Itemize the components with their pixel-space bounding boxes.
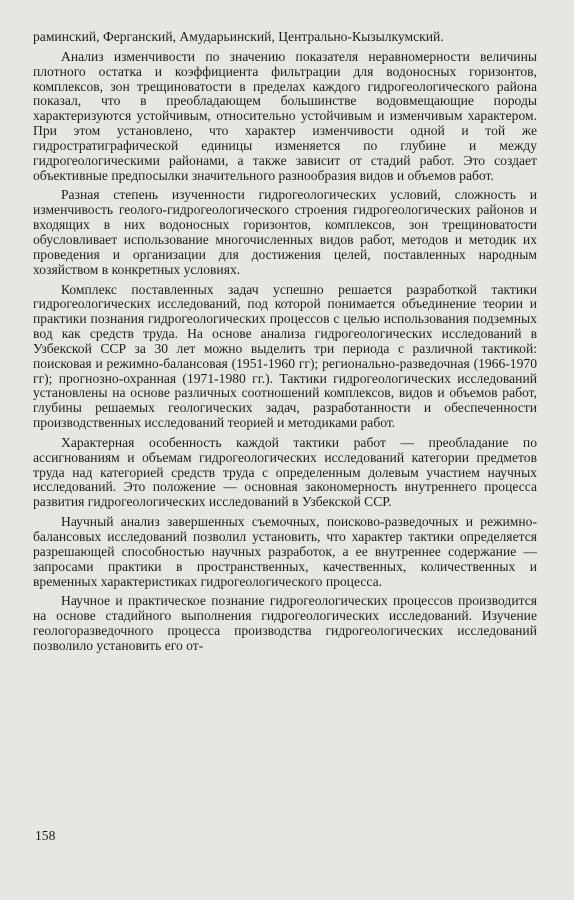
- paragraph-4: Комплекс поставленных задач успешно решается разработкой тактики гидрогеологических исследований, под которой понимается объединение теории и практики познания гидрогеологических процессов с целью использования подземных вод как средств труда. На основе анализа гидрогеологических исследований в Узбекской ССР за 30 лет можно выделить три периода с различной тактикой: поисковая и режимно-балансовая (1951-1960 гг); регионально-разведочная (1966-1970 гг); прогнозно-охранная (1971-1980 гг.). Тактики гидрогеологических исследований установлены на основе различных соотношений комплексов, видов и объемов работ, глубины решаемых геологических задач, разработанности и обеспеченности производственных исследований теорией и методиками работ.: [33, 281, 537, 431]
- paragraph-2: Анализ изменчивости по значению показателя неравномерности величины плотного остатка и коэффициента фильтрации для водоносных горизонтов, комплексов, зон трещиноватости в пределах каждого гидрогеологического района показал, что в преобладающем большинстве водовмещающие породы характеризуются устойчивым, относительно устойчивым и изменчивым характером. При этом установлено, что характер изменчивости одной и той же гидростратиграфической единицы изменяется по глубине и между гидрогеологическими районами, а также зависит от стадий работ. Это создает объективные предпосылки значительного разнообразия видов и объемов работ.: [33, 48, 537, 183]
- paragraph-5: Характерная особенность каждой тактики работ — преобладание по ассигнованиям и объемам гидрогеологических исследований категории предметов труда над категорией средств труда с определенным долевым участием научных исследований. Это положение — основная закономерность внутреннего процесса развития гидрогеологических исследований в Узбекской ССР.: [33, 434, 537, 510]
- paragraph-1: раминский, Ферганский, Амударьинский, Центрально-Кызылкумский.: [33, 29, 444, 44]
- paragraph-3: Разная степень изученности гидрогеологических условий, сложность и изменчивость геолого-гидрогеологического строения гидрогеологических районов и входящих в них водоносных горизонтов, комплексов, зон трещиноватости обусловливает использование многочисленных видов работ, методов и методик их проведения и организации для достижения целей, поставленных народным хозяйством в конкретных условиях.: [33, 187, 537, 277]
- body-text: [33, 30, 537, 654]
- paragraph-7: Научное и практическое познание гидрогеологических процессов производится на основе стадийного выполнения гидрогеологических исследований. Изучение геологоразведочного процесса производства гидрогеологических исследований позволило установить его от-: [33, 593, 537, 653]
- paragraph-6: Научный анализ завершенных съемочных, поисково-разведочных и режимно-балансовых исследований позволил установить, что характер тактики определяется разрешающей способностью научных разработок, а ее внутреннее содержание — запросами практики в пространственных, качественных, количественных и временных характеристиках гидрогеологического процесса.: [33, 514, 537, 589]
- page-number: 158: [35, 828, 56, 843]
